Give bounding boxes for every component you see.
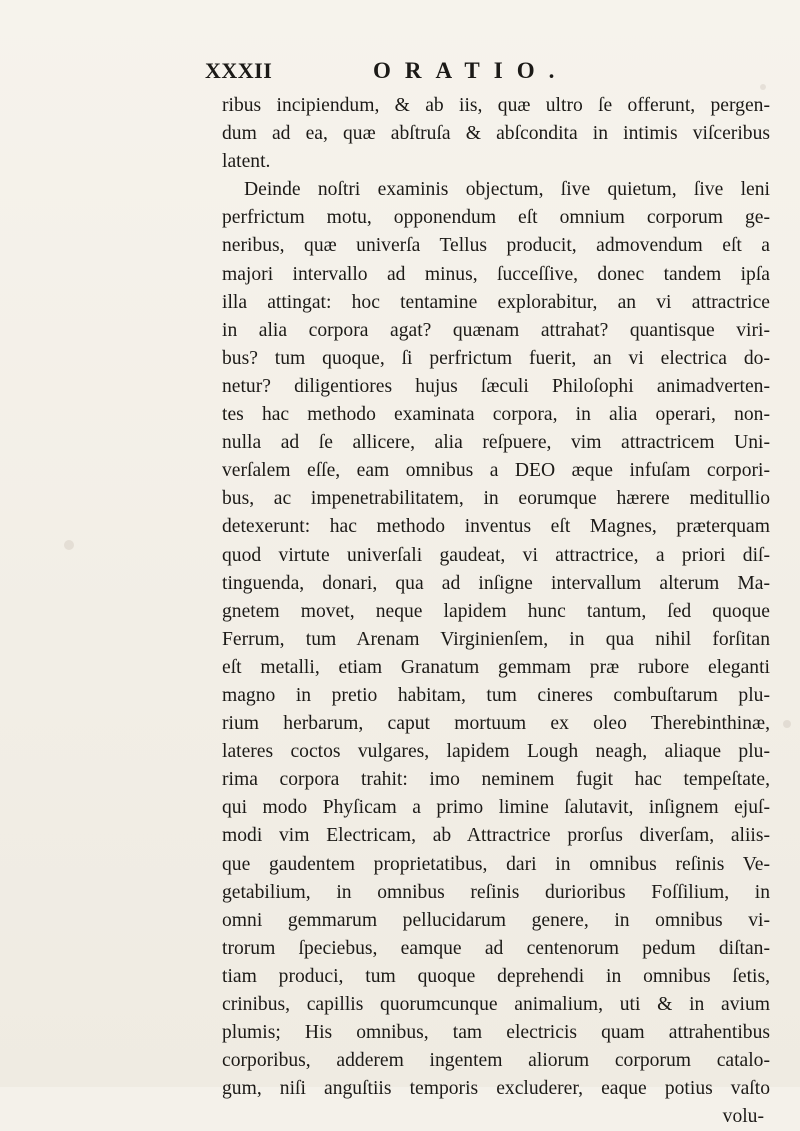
running-title: ORATIO. xyxy=(373,58,569,83)
text-line: rima corpora trahit: imo neminem fugit hac tempeſtate, xyxy=(222,769,770,791)
text-line: qui modo Phyſicam a primo limine ſalutavit, inſignem ejuſ- xyxy=(222,797,770,819)
text-line: modi vim Electricam, ab Attractrice prorſus diverſam, aliis- xyxy=(222,825,770,847)
text-line: quod virtute univerſali gaudeat, vi attractrice, a priori diſ- xyxy=(222,544,770,566)
text-line: tinguenda, donari, qua ad inſigne intervallum alterum Ma- xyxy=(222,572,770,594)
text-line: ribus incipiendum, & ab iis, quæ ultro ſe offerunt, pergen- xyxy=(222,95,770,116)
text-line: perfrictum motu, opponendum eſt omnium corporum ge- xyxy=(222,207,770,229)
text-line: que gaudentem proprietatibus, dari in omnibus reſinis Ve- xyxy=(222,853,770,875)
text-line: nulla ad ſe allicere, alia reſpuere, vim attractricem Uni- xyxy=(222,432,770,454)
text-line: in alia corpora agat? quænam attrahat? quantisque viri- xyxy=(222,319,770,341)
paragraph-first-line: Deinde noſtri examinis objectum, ſive quietum, ſive leni xyxy=(244,179,770,201)
page-number: XXXII xyxy=(205,58,273,83)
page-header xyxy=(205,58,745,90)
text-line: trorum ſpeciebus, eamque ad centenorum pedum diſtan- xyxy=(222,937,770,959)
text-line: bus? tum quoque, ſi perfrictum fuerit, an vi electrica do- xyxy=(222,347,770,369)
text-line: lateres coctos vulgares, lapidem Lough neagh, aliaque plu- xyxy=(222,741,770,763)
text-line: gnetem movet, neque lapidem hunc tantum, ſed quoque xyxy=(222,600,770,622)
page-stain xyxy=(760,84,766,90)
text-line: plumis; His omnibus, tam electricis quam attrahentibus xyxy=(222,1022,770,1044)
catchword: volu- xyxy=(722,1106,764,1128)
text-line: verſalem eſſe, eam omnibus a DEO æque infuſam corpori- xyxy=(222,460,770,482)
text-line: bus, ac impenetrabilitatem, in eorumque hærere meditullio xyxy=(222,488,770,510)
text-line: eſt metalli, etiam Granatum gemmam præ rubore eleganti xyxy=(222,656,770,678)
text-line: tiam produci, tum quoque deprehendi in omnibus ſetis, xyxy=(222,965,770,987)
text-line: Ferrum, tum Arenam Virginienſem, in qua nihil forſitan xyxy=(222,628,770,650)
text-line: illa attingat: hoc tentamine explorabitur, an vi attractrice xyxy=(222,291,770,313)
text-line: dum ad ea, quæ abſtruſa & abſcondita in intimis viſceribus xyxy=(222,123,770,145)
page-stain xyxy=(64,540,74,550)
text-line: neribus, quæ univerſa Tellus producit, admovendum eſt a xyxy=(222,235,770,257)
text-line: tes hac methodo examinata corpora, in alia operari, non- xyxy=(222,404,770,426)
text-line: rium herbarum, caput mortuum ex oleo Therebinthinæ, xyxy=(222,713,770,735)
text-line: corporibus, adderem ingentem aliorum corporum catalo- xyxy=(222,1050,770,1072)
text-line: detexerunt: hac methodo inventus eſt Magnes, præterquam xyxy=(222,516,770,538)
text-line: omni gemmarum pellucidarum genere, in omnibus vi- xyxy=(222,909,770,931)
text-line: magno in pretio habitam, tum cineres combuſtarum plu- xyxy=(222,684,770,706)
text-line: latent. xyxy=(222,151,271,173)
body-text xyxy=(222,92,770,1131)
page-stain xyxy=(783,720,791,728)
text-line: getabilium, in omnibus reſinis durioribus Foſſilium, in xyxy=(222,881,770,903)
text-line: netur? diligentiores hujus ſæculi Philoſophi animadverten- xyxy=(222,375,770,397)
text-line: gum, niſi anguſtiis temporis excluderer, eaque potius vaſto xyxy=(222,1078,770,1100)
text-line: majori intervallo ad minus, ſucceſſive, donec tandem ipſa xyxy=(222,263,770,285)
text-line: crinibus, capillis quorumcunque animalium, uti & in avium xyxy=(222,994,770,1015)
